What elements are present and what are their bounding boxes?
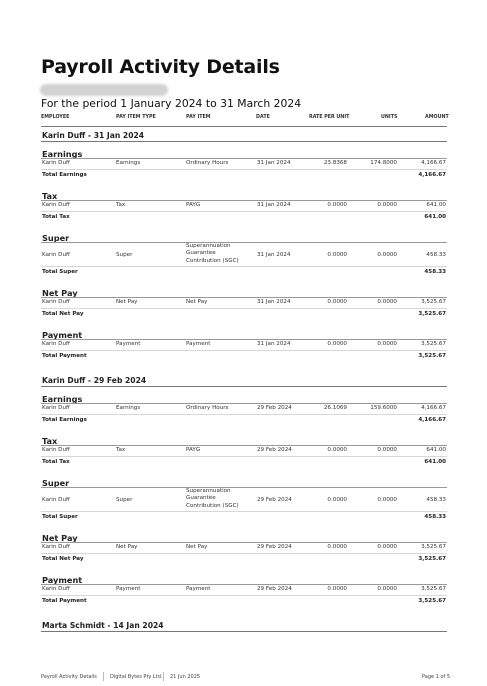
date-cell: 29 Feb 2024 [257, 544, 292, 550]
section-total-label: Total Earnings [42, 417, 87, 423]
units-cell: 0.0000 [377, 252, 397, 258]
rate-per-unit-cell: 0.0000 [327, 252, 347, 258]
date-cell: 31 Jan 2024 [257, 341, 291, 347]
section-total-amount: 641.00 [424, 214, 446, 220]
footer-date: 21 Jun 2025 [170, 674, 201, 680]
section-total-label: Total Earnings [42, 172, 87, 178]
pay-item-type-cell: Payment [116, 586, 141, 592]
rate-per-unit-cell: 0.0000 [327, 202, 347, 208]
date-cell: 29 Feb 2024 [257, 447, 292, 453]
units-cell: 159.6000 [370, 405, 397, 411]
section-heading-divider [41, 339, 447, 340]
section-total-amount: 4,166.67 [418, 172, 446, 178]
pay-item-type-cell: Earnings [116, 405, 141, 411]
pay-item-cell: Ordinary Hours [186, 405, 229, 411]
section-total-label: Total Net Pay [42, 311, 84, 317]
section-heading-divider [41, 542, 447, 543]
section-total-amount: 3,525.67 [418, 556, 446, 562]
section-heading-divider [41, 242, 447, 243]
table-header [41, 114, 447, 127]
section-heading-divider [41, 158, 447, 159]
pay-item-cell: Ordinary Hours [186, 160, 229, 166]
section-total-label: Total Net Pay [42, 556, 84, 562]
footer-report-name: Payroll Activity Details [41, 674, 97, 680]
date-cell: 31 Jan 2024 [257, 299, 291, 305]
amount-cell: 3,525.67 [421, 341, 446, 347]
amount-cell: 4,166.67 [421, 160, 446, 166]
units-cell: 0.0000 [377, 586, 397, 592]
section-total-label: Total Tax [42, 214, 70, 220]
amount-cell: 3,525.67 [421, 586, 446, 592]
pay-item-type-cell: Tax [116, 447, 126, 453]
section-heading-divider [41, 445, 447, 446]
employee-period-heading: Karin Duff - 31 Jan 2024 [42, 131, 145, 140]
employee-heading-divider [41, 386, 447, 387]
date-cell: 29 Feb 2024 [257, 497, 292, 503]
section-total-label: Total Payment [42, 598, 87, 604]
section-heading: Super [42, 233, 70, 243]
employee-cell: Karin Duff [42, 544, 70, 550]
section-heading: Super [42, 478, 70, 488]
pay-item-cell: Net Pay [186, 299, 208, 305]
section-heading: Tax [42, 436, 58, 446]
section-heading: Payment [42, 575, 83, 585]
col-pay-item: PAY ITEM [186, 115, 211, 120]
amount-cell: 641.00 [426, 202, 446, 208]
employee-cell: Karin Duff [42, 202, 70, 208]
col-amount: AMOUNT [425, 115, 449, 120]
rate-per-unit-cell: 0.0000 [327, 586, 347, 592]
rate-per-unit-cell: 0.0000 [327, 341, 347, 347]
table-row-divider [41, 169, 447, 170]
rate-per-unit-cell: 0.0000 [327, 447, 347, 453]
section-total-amount: 458.33 [424, 269, 446, 275]
table-row-divider [41, 456, 447, 457]
redacted-organisation-name [40, 84, 168, 96]
employee-period-heading: Marta Schmidt - 14 Jan 2024 [42, 621, 164, 630]
pay-item-cell: Superannuation [186, 488, 231, 494]
units-cell: 0.0000 [377, 202, 397, 208]
units-cell: 0.0000 [377, 447, 397, 453]
date-cell: 31 Jan 2024 [257, 252, 291, 258]
rate-per-unit-cell: 26.1069 [323, 405, 347, 411]
section-heading-divider [41, 403, 447, 404]
pay-item-type-cell: Super [116, 252, 133, 258]
employee-cell: Karin Duff [42, 299, 70, 305]
report-title: Payroll Activity Details [41, 56, 280, 78]
amount-cell: 3,525.67 [421, 299, 446, 305]
units-cell: 0.0000 [377, 497, 397, 503]
col-units: UNITS [381, 115, 398, 120]
employee-cell: Karin Duff [42, 447, 70, 453]
section-total-amount: 3,525.67 [418, 598, 446, 604]
section-heading-divider [41, 297, 447, 298]
amount-cell: 458.33 [426, 497, 446, 503]
employee-heading-divider [41, 631, 447, 632]
pay-item-type-cell: Net Pay [116, 299, 138, 305]
pay-item-type-cell: Net Pay [116, 544, 138, 550]
footer-page-number: Page 1 of 5 [422, 674, 451, 680]
date-cell: 31 Jan 2024 [257, 160, 291, 166]
pay-item-cell: Payment [186, 586, 211, 592]
section-total-amount: 4,166.67 [418, 417, 446, 423]
table-row-divider [41, 211, 447, 212]
pay-item-type-cell: Payment [116, 341, 141, 347]
section-heading: Payment [42, 330, 83, 340]
section-heading-divider [41, 200, 447, 201]
col-date: DATE [256, 115, 270, 120]
units-cell: 174.8000 [370, 160, 397, 166]
footer-separator [163, 672, 164, 681]
rate-per-unit-cell: 23.8368 [323, 160, 347, 166]
section-total-label: Total Super [42, 514, 78, 520]
pay-item-cell: Guarantee [186, 495, 216, 502]
amount-cell: 458.33 [426, 252, 446, 258]
employee-period-heading: Karin Duff - 29 Feb 2024 [42, 376, 147, 385]
employee-heading-divider [41, 141, 447, 142]
amount-cell: 641.00 [426, 447, 446, 453]
section-total-amount: 641.00 [424, 459, 446, 465]
employee-cell: Karin Duff [42, 586, 70, 592]
table-row-divider [41, 595, 447, 596]
rate-per-unit-cell: 0.0000 [327, 497, 347, 503]
section-heading: Tax [42, 191, 58, 201]
employee-cell: Karin Duff [42, 341, 70, 347]
section-heading: Net Pay [42, 533, 78, 543]
section-total-label: Total Tax [42, 459, 70, 465]
table-row-divider [41, 266, 447, 267]
footer-separator [103, 672, 104, 681]
pay-item-cell: Guarantee [186, 250, 216, 257]
pay-item-type-cell: Tax [116, 202, 126, 208]
date-cell: 29 Feb 2024 [257, 586, 292, 592]
pay-item-cell: Net Pay [186, 544, 208, 550]
col-rate-per-unit: RATE PER UNIT [309, 115, 350, 120]
employee-cell: Karin Duff [42, 405, 70, 411]
pay-item-cell: PAYG [186, 447, 201, 453]
pay-item-cell: Payment [186, 341, 211, 347]
section-heading-divider [41, 487, 447, 488]
rate-per-unit-cell: 0.0000 [327, 544, 347, 550]
employee-cell: Karin Duff [42, 252, 70, 258]
section-total-label: Total Payment [42, 353, 87, 359]
section-total-amount: 3,525.67 [418, 311, 446, 317]
table-row-divider [41, 553, 447, 554]
section-total-label: Total Super [42, 269, 78, 275]
employee-cell: Karin Duff [42, 160, 70, 166]
pay-item-cell: Contribution (SGC) [186, 502, 239, 509]
units-cell: 0.0000 [377, 299, 397, 305]
col-pay-item-type: PAY ITEM TYPE [116, 115, 156, 120]
section-heading: Earnings [42, 149, 83, 159]
date-cell: 31 Jan 2024 [257, 202, 291, 208]
amount-cell: 3,525.67 [421, 544, 446, 550]
pay-item-type-cell: Earnings [116, 160, 141, 166]
amount-cell: 4,166.67 [421, 405, 446, 411]
units-cell: 0.0000 [377, 544, 397, 550]
footer-company: Digital Bytes Pty Ltd. [110, 674, 163, 680]
section-total-amount: 3,525.67 [418, 353, 446, 359]
table-row-divider [41, 511, 447, 512]
section-heading: Net Pay [42, 288, 78, 298]
table-row-divider [41, 350, 447, 351]
pay-item-cell: PAYG [186, 202, 201, 208]
rate-per-unit-cell: 0.0000 [327, 299, 347, 305]
employee-cell: Karin Duff [42, 497, 70, 503]
table-row-divider [41, 414, 447, 415]
pay-item-cell: Superannuation [186, 243, 231, 249]
pay-item-cell: Contribution (SGC) [186, 257, 239, 264]
section-heading: Earnings [42, 394, 83, 404]
report-period: For the period 1 January 2024 to 31 March 2024 [41, 97, 302, 110]
pay-item-type-cell: Super [116, 497, 133, 503]
section-heading-divider [41, 584, 447, 585]
table-row-divider [41, 308, 447, 309]
section-total-amount: 458.33 [424, 514, 446, 520]
col-employee: EMPLOYEE [41, 115, 70, 120]
units-cell: 0.0000 [377, 341, 397, 347]
date-cell: 29 Feb 2024 [257, 405, 292, 411]
